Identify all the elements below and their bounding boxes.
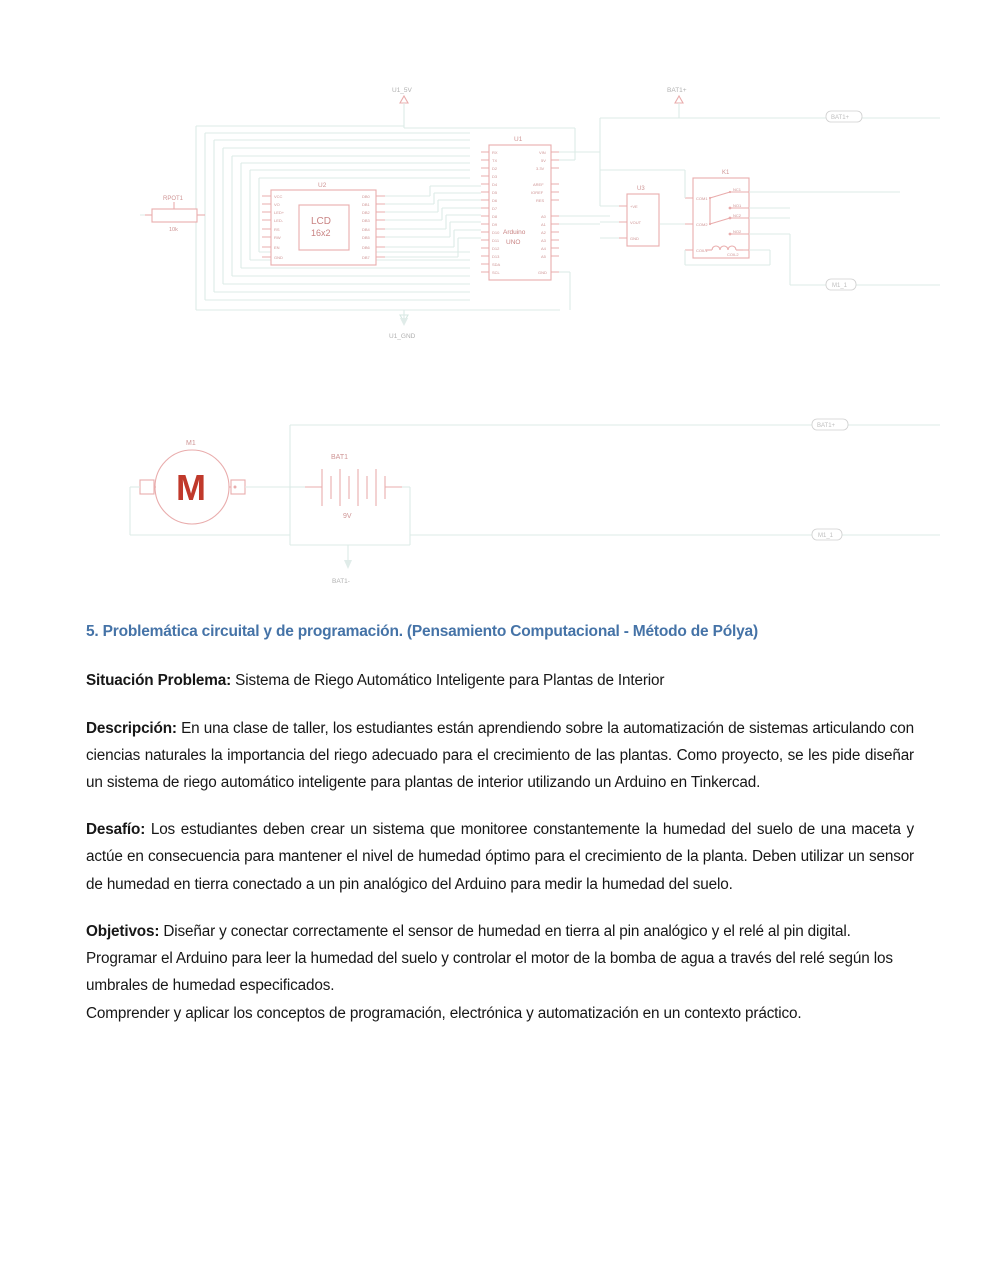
net-tag-bat1-plus-right-top: [826, 111, 862, 122]
component-regulator-u3: [619, 186, 659, 246]
svg-text:RX: RX: [492, 150, 498, 155]
svg-text:RS: RS: [274, 227, 280, 232]
svg-text:D5: D5: [492, 190, 498, 195]
svg-text:D13: D13: [492, 254, 500, 259]
svg-text:D8: D8: [492, 214, 498, 219]
svg-text:SCL: SCL: [492, 270, 500, 275]
svg-text:D9: D9: [492, 222, 498, 227]
objetivos-label: Objetivos:: [86, 922, 160, 940]
svg-text:NO2: NO2: [733, 229, 742, 234]
svg-text:VCC: VCC: [274, 194, 283, 199]
descripcion-label: Descripción:: [86, 719, 177, 737]
svg-text:D4: D4: [492, 182, 498, 187]
net-label-bat1-minus: [332, 545, 352, 585]
net-tag-m1-right-top: [826, 279, 856, 290]
svg-text:D6: D6: [492, 198, 498, 203]
situacion-label: Situación Problema:: [86, 672, 232, 690]
document-text-body: [86, 622, 914, 1027]
svg-text:D3: D3: [492, 174, 498, 179]
svg-text:Arduino: Arduino: [503, 229, 526, 236]
svg-text:D2: D2: [492, 166, 498, 171]
net-label-bat1-plus-top: [667, 87, 687, 118]
net-label-u1-gnd: [389, 310, 416, 340]
svg-text:D10: D10: [492, 230, 500, 235]
component-lcd-u2: [262, 182, 385, 265]
objetivos-line-3: Comprender y aplicar los conceptos de programación, electrónica y automatización en un contexto práctico.: [86, 1004, 802, 1022]
svg-text:A0: A0: [541, 214, 546, 219]
svg-text:DB1: DB1: [362, 202, 370, 207]
svg-text:3.3V: 3.3V: [536, 166, 545, 171]
svg-text:RES: RES: [536, 198, 545, 203]
svg-text:M: M: [176, 467, 206, 508]
circuit-schematic-figure: [0, 0, 997, 610]
svg-text:BAT1+: BAT1+: [831, 115, 850, 121]
svg-text:SDA: SDA: [492, 262, 501, 267]
svg-text:EN: EN: [274, 245, 280, 250]
component-relay-k1: [685, 170, 749, 258]
svg-text:COIL2: COIL2: [727, 252, 739, 257]
svg-text:DB2: DB2: [362, 210, 370, 215]
svg-text:AREF: AREF: [533, 182, 544, 187]
net-tag-m1-right-bottom: [812, 529, 842, 540]
svg-text:D12: D12: [492, 246, 500, 251]
svg-text:RPOT1: RPOT1: [163, 196, 184, 202]
svg-text:A4: A4: [541, 246, 546, 251]
svg-text:COIL1: COIL1: [696, 248, 708, 253]
svg-text:VO: VO: [274, 202, 280, 207]
svg-text:U2: U2: [318, 182, 327, 189]
svg-text:GND: GND: [274, 255, 283, 260]
paragraph-desafio: [86, 816, 914, 898]
svg-text:D11: D11: [492, 238, 500, 243]
svg-text:M1_1: M1_1: [832, 283, 848, 289]
desafio-label: Desafío:: [86, 821, 146, 839]
paragraph-descripcion: [86, 715, 914, 797]
svg-text:BAT1-: BAT1-: [332, 578, 350, 585]
objetivos-text: Diseñar y conectar correctamente el sensor de humedad en tierra al pin analógico y el relé al pin digital.: [159, 922, 851, 940]
svg-text:DB7: DB7: [362, 255, 370, 260]
paragraph-objetivos: [86, 918, 914, 945]
svg-text:NO1: NO1: [733, 203, 742, 208]
svg-text:U3: U3: [637, 186, 645, 192]
svg-text:+VE: +VE: [630, 204, 638, 209]
svg-text:BAT1: BAT1: [331, 454, 348, 461]
svg-text:9V: 9V: [343, 513, 352, 520]
svg-text:U1_5V: U1_5V: [392, 87, 412, 94]
svg-text:NC1: NC1: [733, 187, 742, 192]
svg-text:VIN: VIN: [539, 150, 546, 155]
svg-text:UNO: UNO: [506, 239, 521, 246]
svg-text:DB5: DB5: [362, 235, 370, 240]
svg-text:LED-: LED-: [274, 218, 284, 223]
svg-text:IOREF: IOREF: [531, 190, 544, 195]
svg-text:COM1: COM1: [696, 196, 708, 201]
svg-text:VOUT: VOUT: [630, 220, 642, 225]
component-arduino-uno-u1: [481, 136, 559, 280]
svg-text:K1: K1: [722, 170, 730, 176]
net-label-u1-5v: [392, 87, 413, 128]
desafio-text: Los estudiantes deben crear un sistema que monitoree constantemente la humedad del suelo de una maceta y actúe en consecuencia para mantener el nivel de humedad óptimo para el crecimiento de la planta. Deben utilizar un sensor de humedad en tierra conectado a un pin analógico del Arduino para medir la humedad del suelo.: [86, 821, 914, 893]
svg-text:A2: A2: [541, 230, 546, 235]
paragraph-situacion-problema: [86, 667, 914, 694]
svg-text:GND: GND: [630, 236, 639, 241]
svg-text:U1_GND: U1_GND: [389, 333, 416, 340]
net-tag-bat1-plus-right-bottom: [812, 419, 848, 430]
svg-text:10k: 10k: [169, 227, 178, 233]
svg-text:A1: A1: [541, 222, 546, 227]
svg-text:M1: M1: [186, 440, 196, 447]
svg-text:U1: U1: [514, 136, 523, 143]
descripcion-text: En una clase de taller, los estudiantes están aprendiendo sobre la automatización de sistemas articulando con ciencias naturales la importancia del riego adecuado para el crecimiento de las plantas. Como proyecto, se les pide diseñar un sistema de riego automático inteligente para plantas de interior utilizando un Arduino en Tinkercad.: [86, 719, 914, 792]
component-battery-bat1: [305, 454, 402, 520]
svg-text:DB4: DB4: [362, 227, 370, 232]
svg-text:TX: TX: [492, 158, 498, 163]
svg-text:LCD: LCD: [311, 216, 332, 227]
component-motor-m1: [140, 440, 245, 524]
svg-text:A3: A3: [541, 238, 546, 243]
svg-text:A5: A5: [541, 254, 546, 259]
svg-text:BAT1+: BAT1+: [667, 87, 687, 94]
svg-text:DB3: DB3: [362, 218, 370, 223]
svg-text:DB0: DB0: [362, 194, 370, 199]
svg-text:RW: RW: [274, 235, 281, 240]
svg-text:D7: D7: [492, 206, 498, 211]
svg-text:COM2: COM2: [696, 222, 708, 227]
svg-text:BAT1+: BAT1+: [817, 423, 836, 429]
svg-text:NC2: NC2: [733, 213, 742, 218]
svg-text:LED+: LED+: [274, 210, 285, 215]
svg-text:5V: 5V: [541, 158, 546, 163]
svg-text:GND: GND: [538, 270, 547, 275]
situacion-text: Sistema de Riego Automático Inteligente para Plantas de Interior: [231, 672, 665, 690]
svg-text:16x2: 16x2: [311, 228, 331, 238]
svg-text:DB6: DB6: [362, 245, 370, 250]
objetivos-line-2: Programar el Arduino para leer la humedad del suelo y controlar el motor de la bomba de agua a través del relé según los umbrales de humedad especificados.: [86, 950, 893, 995]
page-title: 5. Problemática circuital y de programación. (Pensamiento Computacional - Método de Pólya): [86, 623, 758, 640]
svg-text:M1_1: M1_1: [818, 533, 834, 539]
